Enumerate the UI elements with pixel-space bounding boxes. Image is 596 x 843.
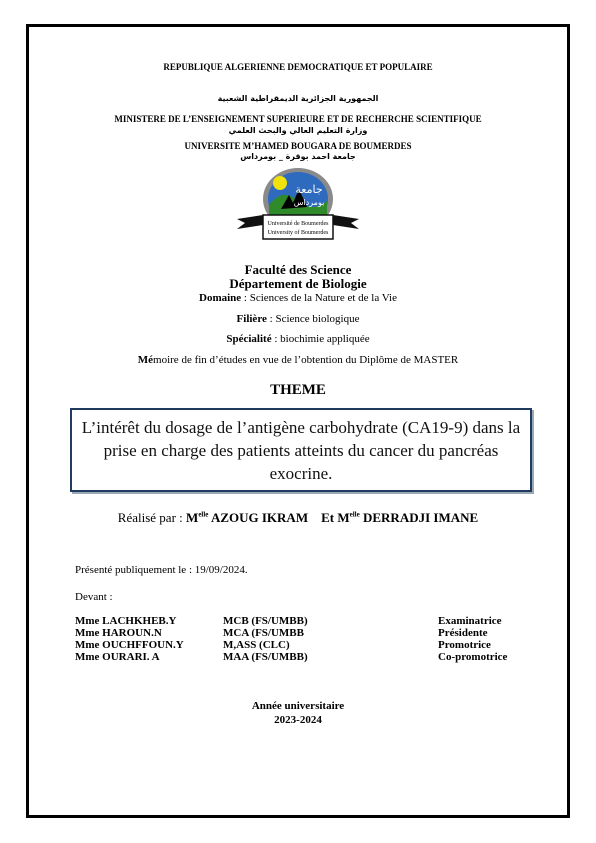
author-2-title-sup: elle bbox=[349, 510, 360, 519]
author-1-name: AZOUG IKRAM bbox=[208, 510, 309, 525]
jury-name: Mme LACHKHEB.Y bbox=[75, 615, 177, 627]
authors-prefix: Réalisé par : bbox=[117, 510, 187, 525]
logo-arabic-bottom: بومرداس bbox=[293, 198, 325, 207]
memoir-line bbox=[0, 354, 596, 366]
jury-role: Promotrice bbox=[438, 639, 491, 651]
logo-caption-english: University of Boumerdes bbox=[267, 230, 329, 236]
academic-year: 2023-2024 bbox=[274, 714, 322, 726]
jury-grade: MCA (FS/UMBB bbox=[223, 627, 304, 639]
ministry-title-arabic: وزارة التعليم العالي والبحث العلمي bbox=[228, 126, 368, 135]
presentation-date: Présenté publiquement le : 19/09/2024. bbox=[75, 564, 248, 576]
jury-intro: Devant : bbox=[75, 591, 113, 603]
jury-role: Présidente bbox=[438, 627, 488, 639]
jury-name: Mme OURARI. A bbox=[75, 651, 160, 663]
logo-arabic-top: جامعة bbox=[295, 183, 323, 196]
republic-title: REPUBLIQUE ALGERIENNE DEMOCRATIQUE ET POPULAIRE bbox=[163, 62, 433, 72]
author-1-title-sup: elle bbox=[198, 510, 209, 519]
author-2-title: M bbox=[337, 510, 350, 525]
specialty-label: Spécialité bbox=[226, 333, 272, 345]
field-line bbox=[0, 313, 596, 325]
field-label: Filière bbox=[236, 313, 267, 325]
authors-line bbox=[0, 510, 596, 526]
department-name: Département de Biologie bbox=[229, 276, 367, 291]
domain-value: : Sciences de la Nature et de la Vie bbox=[241, 292, 397, 304]
domain-line bbox=[0, 292, 596, 304]
field-value: : Science biologique bbox=[266, 313, 360, 325]
jury-grade: M,ASS (CLC) bbox=[223, 639, 290, 651]
author-1-title: M bbox=[186, 510, 199, 525]
jury-grade: MCB (FS/UMBB) bbox=[223, 615, 308, 627]
theme-heading: THEME bbox=[270, 382, 326, 398]
university-title-arabic: جامعة احمد بوقرة _ بومرداس bbox=[240, 152, 356, 161]
author-2-name: DERRADJI IMANE bbox=[359, 510, 479, 525]
specialty-line bbox=[0, 333, 596, 345]
memoir-text: moire de fin d’études en vue de l’obtention du Diplôme de MASTER bbox=[153, 354, 459, 366]
university-title: UNIVERSITE M’HAMED BOUGARA DE BOUMERDES bbox=[184, 141, 412, 151]
logo-caption-french: Université de Boumerdes bbox=[267, 221, 329, 227]
memoir-bold: Mé bbox=[137, 354, 154, 366]
university-logo bbox=[233, 165, 363, 245]
faculty-name: Faculté des Science bbox=[244, 262, 352, 277]
logo-emblem-icon bbox=[233, 165, 363, 245]
specialty-value: : biochimie appliquée bbox=[271, 333, 370, 345]
theme-title: L’intérêt du dosage de l’antigène carbohydrate (CA19-9) dans la prise en charge des patients atteints du cancer du pancréas exocrine. bbox=[81, 417, 521, 483]
jury-roles bbox=[438, 615, 507, 663]
republic-title-arabic: الجمهورية الجزائرية الديمقراطية الشعبية bbox=[217, 94, 379, 103]
jury-role: Co-promotrice bbox=[438, 651, 508, 663]
authors-separator: Et bbox=[308, 510, 338, 525]
theme-title-box bbox=[70, 408, 532, 492]
jury-names bbox=[75, 615, 184, 663]
jury-name: Mme OUCHFFOUN.Y bbox=[75, 639, 184, 651]
domain-label: Domaine bbox=[199, 292, 242, 304]
jury-role: Examinatrice bbox=[438, 615, 502, 627]
jury-name: Mme HAROUN.N bbox=[75, 627, 162, 639]
academic-year-label: Année universitaire bbox=[251, 700, 345, 712]
jury-grades bbox=[223, 615, 308, 663]
jury-grade: MAA (FS/UMBB) bbox=[223, 651, 308, 663]
ministry-title: MINISTERE DE L’ENSEIGNEMENT SUPERIEURE ET DE RECHERCHE SCIENTIFIQUE bbox=[114, 114, 482, 124]
